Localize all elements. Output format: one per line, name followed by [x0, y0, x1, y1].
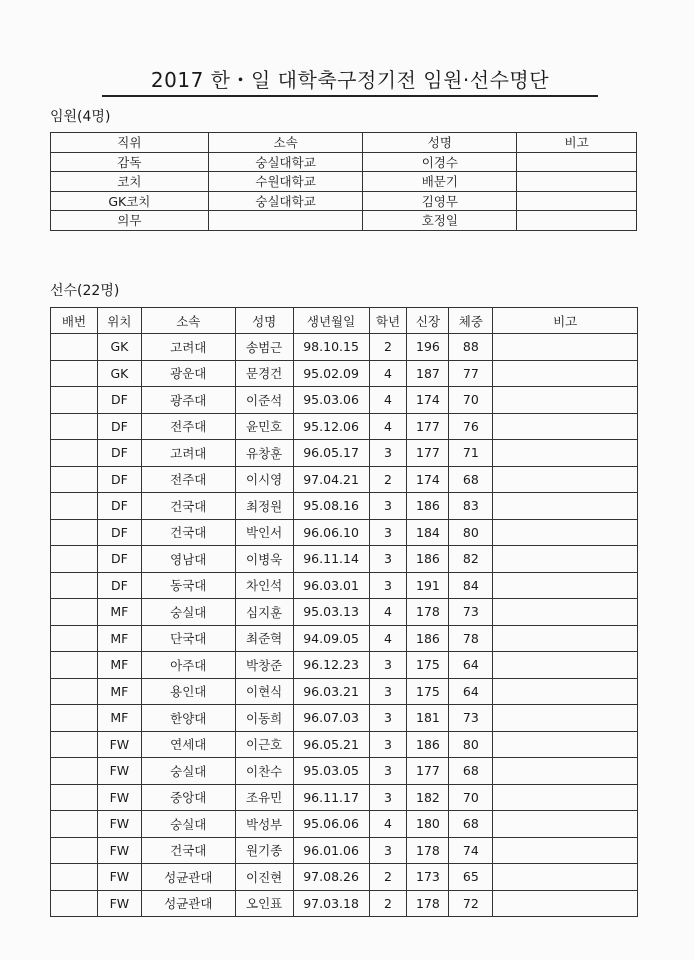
staff-cell: 호정일	[363, 211, 517, 231]
players-cell: 64	[449, 678, 493, 705]
players-cell: 문경건	[235, 360, 293, 387]
players-cell: 2	[369, 466, 407, 493]
staff-cell	[517, 152, 637, 172]
staff-row	[51, 191, 637, 211]
staff-cell: 배문기	[363, 172, 517, 192]
players-cell: 174	[407, 466, 449, 493]
players-cell	[51, 758, 98, 785]
players-cell	[493, 387, 638, 414]
staff-cell: 숭실대학교	[208, 191, 363, 211]
players-row	[51, 519, 638, 546]
players-cell: 71	[449, 440, 493, 467]
players-cell	[493, 652, 638, 679]
players-cell: 96.12.23	[293, 652, 369, 679]
players-cell: 심지훈	[235, 599, 293, 626]
players-cell: 4	[369, 387, 407, 414]
players-cell: 전주대	[141, 466, 235, 493]
players-cell: 175	[407, 678, 449, 705]
players-cell: 96.01.06	[293, 837, 369, 864]
players-cell: GK	[97, 334, 141, 361]
players-cell: 88	[449, 334, 493, 361]
players-cell: 95.08.16	[293, 493, 369, 520]
players-cell: 186	[407, 625, 449, 652]
players-cell: MF	[97, 625, 141, 652]
players-cell: 4	[369, 599, 407, 626]
players-cell: 175	[407, 652, 449, 679]
players-cell: 68	[449, 758, 493, 785]
players-cell: 177	[407, 758, 449, 785]
players-cell: 숭실대	[141, 811, 235, 838]
players-cell	[51, 811, 98, 838]
players-cell: MF	[97, 678, 141, 705]
players-cell	[51, 413, 98, 440]
players-cell: 96.07.03	[293, 705, 369, 732]
players-header-row	[51, 308, 638, 334]
staff-table	[50, 132, 637, 231]
players-cell: 이찬수	[235, 758, 293, 785]
players-cell: DF	[97, 413, 141, 440]
players-cell: 96.05.21	[293, 731, 369, 758]
players-cell	[493, 546, 638, 573]
players-cell: 76	[449, 413, 493, 440]
players-cell	[51, 705, 98, 732]
players-cell: 68	[449, 811, 493, 838]
players-cell	[51, 572, 98, 599]
players-header-cell: 배번	[51, 308, 98, 334]
players-cell: 3	[369, 678, 407, 705]
players-cell	[493, 731, 638, 758]
players-cell: 송범근	[235, 334, 293, 361]
players-cell	[51, 599, 98, 626]
staff-cell	[517, 172, 637, 192]
staff-section-label: 임원(4명)	[50, 109, 111, 125]
staff-cell: 이경수	[363, 152, 517, 172]
players-cell	[493, 678, 638, 705]
players-cell	[493, 334, 638, 361]
players-row	[51, 599, 638, 626]
players-cell: 95.06.06	[293, 811, 369, 838]
players-cell: 3	[369, 758, 407, 785]
players-row	[51, 678, 638, 705]
players-cell: 이현식	[235, 678, 293, 705]
players-cell: 70	[449, 387, 493, 414]
players-cell	[51, 731, 98, 758]
players-cell: 74	[449, 837, 493, 864]
staff-row	[51, 152, 637, 172]
players-cell	[493, 758, 638, 785]
players-cell: 영남대	[141, 546, 235, 573]
players-cell: 오인표	[235, 890, 293, 917]
staff-header-row	[51, 133, 637, 153]
staff-row	[51, 172, 637, 192]
players-cell: 광주대	[141, 387, 235, 414]
players-cell: 186	[407, 493, 449, 520]
players-cell: 96.05.17	[293, 440, 369, 467]
players-cell: 95.03.06	[293, 387, 369, 414]
players-cell: 178	[407, 837, 449, 864]
staff-cell: 의무	[51, 211, 209, 231]
players-row	[51, 334, 638, 361]
players-cell: 191	[407, 572, 449, 599]
staff-cell	[517, 211, 637, 231]
players-cell: 단국대	[141, 625, 235, 652]
players-cell: 187	[407, 360, 449, 387]
players-cell: 동국대	[141, 572, 235, 599]
players-cell: 3	[369, 652, 407, 679]
staff-row	[51, 211, 637, 231]
players-header-cell: 소속	[141, 308, 235, 334]
players-cell	[493, 784, 638, 811]
players-cell: 178	[407, 890, 449, 917]
players-cell: DF	[97, 493, 141, 520]
players-cell: 이준석	[235, 387, 293, 414]
players-cell	[51, 440, 98, 467]
players-row	[51, 387, 638, 414]
players-cell: 고려대	[141, 440, 235, 467]
staff-cell: 수원대학교	[208, 172, 363, 192]
staff-header-cell: 소속	[208, 133, 363, 153]
players-cell	[493, 360, 638, 387]
players-cell	[493, 599, 638, 626]
staff-header-cell: 성명	[363, 133, 517, 153]
players-cell: 80	[449, 519, 493, 546]
players-cell: 186	[407, 546, 449, 573]
players-cell: 용인대	[141, 678, 235, 705]
players-cell: MF	[97, 652, 141, 679]
players-cell: 중앙대	[141, 784, 235, 811]
players-cell: 95.03.05	[293, 758, 369, 785]
players-cell: 광운대	[141, 360, 235, 387]
players-row	[51, 837, 638, 864]
players-cell: 95.12.06	[293, 413, 369, 440]
players-row	[51, 731, 638, 758]
players-cell	[51, 493, 98, 520]
players-cell	[493, 493, 638, 520]
staff-cell: GK코치	[51, 191, 209, 211]
players-cell: DF	[97, 387, 141, 414]
players-cell: 82	[449, 546, 493, 573]
players-cell: 성균관대	[141, 864, 235, 891]
players-cell: 박창준	[235, 652, 293, 679]
players-cell: GK	[97, 360, 141, 387]
players-cell: FW	[97, 837, 141, 864]
players-cell: 4	[369, 811, 407, 838]
staff-header-cell: 직위	[51, 133, 209, 153]
players-cell: 조유민	[235, 784, 293, 811]
players-cell: 177	[407, 413, 449, 440]
players-cell: 2	[369, 334, 407, 361]
players-cell: 70	[449, 784, 493, 811]
players-cell	[51, 837, 98, 864]
players-cell	[493, 440, 638, 467]
players-cell	[51, 784, 98, 811]
players-cell: 최정원	[235, 493, 293, 520]
players-cell: 4	[369, 360, 407, 387]
players-cell	[493, 625, 638, 652]
players-cell: 95.03.13	[293, 599, 369, 626]
players-cell	[51, 519, 98, 546]
players-cell	[51, 387, 98, 414]
players-row	[51, 652, 638, 679]
players-cell: 80	[449, 731, 493, 758]
players-cell: 196	[407, 334, 449, 361]
players-cell: 3	[369, 493, 407, 520]
players-cell: DF	[97, 519, 141, 546]
players-row	[51, 705, 638, 732]
players-cell: DF	[97, 440, 141, 467]
players-cell: FW	[97, 811, 141, 838]
players-cell: FW	[97, 758, 141, 785]
players-table	[50, 307, 638, 917]
players-cell: 97.04.21	[293, 466, 369, 493]
players-cell	[51, 546, 98, 573]
players-cell: 98.10.15	[293, 334, 369, 361]
players-cell: 77	[449, 360, 493, 387]
players-row	[51, 440, 638, 467]
players-cell: 이진현	[235, 864, 293, 891]
players-cell: 성균관대	[141, 890, 235, 917]
players-cell: 3	[369, 440, 407, 467]
players-cell: 173	[407, 864, 449, 891]
players-cell	[51, 678, 98, 705]
players-cell: 78	[449, 625, 493, 652]
players-cell: 72	[449, 890, 493, 917]
players-cell: 건국대	[141, 837, 235, 864]
staff-cell: 숭실대학교	[208, 152, 363, 172]
players-cell	[493, 890, 638, 917]
players-cell: 유창훈	[235, 440, 293, 467]
players-cell: 65	[449, 864, 493, 891]
players-cell	[51, 466, 98, 493]
players-cell: 64	[449, 652, 493, 679]
players-cell: 177	[407, 440, 449, 467]
players-cell: 96.11.14	[293, 546, 369, 573]
players-cell: FW	[97, 731, 141, 758]
players-header-cell: 생년월일	[293, 308, 369, 334]
players-cell: FW	[97, 784, 141, 811]
staff-header-cell: 비고	[517, 133, 637, 153]
players-cell: MF	[97, 705, 141, 732]
players-cell	[493, 466, 638, 493]
players-cell: 73	[449, 705, 493, 732]
players-cell: 94.09.05	[293, 625, 369, 652]
players-cell: 2	[369, 864, 407, 891]
players-cell	[51, 890, 98, 917]
players-cell: 174	[407, 387, 449, 414]
players-cell	[493, 811, 638, 838]
players-row	[51, 572, 638, 599]
players-cell: DF	[97, 466, 141, 493]
players-cell: 97.03.18	[293, 890, 369, 917]
players-cell: 아주대	[141, 652, 235, 679]
players-cell: 박인서	[235, 519, 293, 546]
players-cell: 이병욱	[235, 546, 293, 573]
players-cell: 윤민호	[235, 413, 293, 440]
players-cell: DF	[97, 572, 141, 599]
players-cell: 이시영	[235, 466, 293, 493]
players-cell: 전주대	[141, 413, 235, 440]
players-cell: 182	[407, 784, 449, 811]
players-header-cell: 체중	[449, 308, 493, 334]
players-cell: 3	[369, 519, 407, 546]
players-header-cell: 위치	[97, 308, 141, 334]
players-cell: 96.11.17	[293, 784, 369, 811]
players-cell: 3	[369, 837, 407, 864]
players-row	[51, 466, 638, 493]
players-row	[51, 413, 638, 440]
players-header-cell: 성명	[235, 308, 293, 334]
players-cell	[493, 519, 638, 546]
players-cell: 178	[407, 599, 449, 626]
players-cell: 83	[449, 493, 493, 520]
players-cell: 원기종	[235, 837, 293, 864]
players-cell: 숭실대	[141, 758, 235, 785]
players-cell: 73	[449, 599, 493, 626]
players-section-label: 선수(22명)	[50, 283, 120, 299]
players-cell: 숭실대	[141, 599, 235, 626]
players-cell: 건국대	[141, 519, 235, 546]
players-cell: FW	[97, 890, 141, 917]
players-cell: 96.03.01	[293, 572, 369, 599]
players-cell: 184	[407, 519, 449, 546]
players-cell: 180	[407, 811, 449, 838]
players-cell	[51, 652, 98, 679]
players-row	[51, 625, 638, 652]
players-header-cell: 비고	[493, 308, 638, 334]
players-row	[51, 864, 638, 891]
players-cell: 4	[369, 625, 407, 652]
players-cell: 3	[369, 731, 407, 758]
document-title: 2017 한・일 대학축구정기전 임원·선수명단	[102, 64, 598, 97]
players-cell: 연세대	[141, 731, 235, 758]
players-cell: 박성부	[235, 811, 293, 838]
players-cell	[493, 864, 638, 891]
players-cell: 84	[449, 572, 493, 599]
players-cell: 최준혁	[235, 625, 293, 652]
players-cell	[493, 837, 638, 864]
players-cell: 3	[369, 572, 407, 599]
players-cell: 3	[369, 705, 407, 732]
staff-cell: 감독	[51, 152, 209, 172]
staff-cell	[517, 191, 637, 211]
players-row	[51, 758, 638, 785]
staff-cell: 코치	[51, 172, 209, 192]
players-cell: 건국대	[141, 493, 235, 520]
players-cell: 2	[369, 890, 407, 917]
players-cell: 97.08.26	[293, 864, 369, 891]
players-cell: 이근호	[235, 731, 293, 758]
staff-cell	[208, 211, 363, 231]
players-cell: 3	[369, 784, 407, 811]
players-row	[51, 493, 638, 520]
players-cell	[493, 705, 638, 732]
players-cell: 96.03.21	[293, 678, 369, 705]
players-cell	[51, 360, 98, 387]
players-cell: 96.06.10	[293, 519, 369, 546]
players-cell: MF	[97, 599, 141, 626]
players-header-cell: 학년	[369, 308, 407, 334]
players-cell: 186	[407, 731, 449, 758]
players-row	[51, 890, 638, 917]
players-cell: 한양대	[141, 705, 235, 732]
players-cell	[493, 413, 638, 440]
players-cell: 이동희	[235, 705, 293, 732]
players-row	[51, 360, 638, 387]
staff-cell: 김영무	[363, 191, 517, 211]
players-cell: 4	[369, 413, 407, 440]
players-header-cell: 신장	[407, 308, 449, 334]
players-row	[51, 546, 638, 573]
players-cell: 고려대	[141, 334, 235, 361]
players-cell: 95.02.09	[293, 360, 369, 387]
players-row	[51, 784, 638, 811]
players-cell	[493, 572, 638, 599]
players-cell: 3	[369, 546, 407, 573]
players-cell	[51, 625, 98, 652]
players-cell: 181	[407, 705, 449, 732]
players-cell	[51, 334, 98, 361]
players-cell	[51, 864, 98, 891]
players-row	[51, 811, 638, 838]
players-cell: FW	[97, 864, 141, 891]
players-cell: DF	[97, 546, 141, 573]
players-cell: 68	[449, 466, 493, 493]
players-cell: 차인석	[235, 572, 293, 599]
